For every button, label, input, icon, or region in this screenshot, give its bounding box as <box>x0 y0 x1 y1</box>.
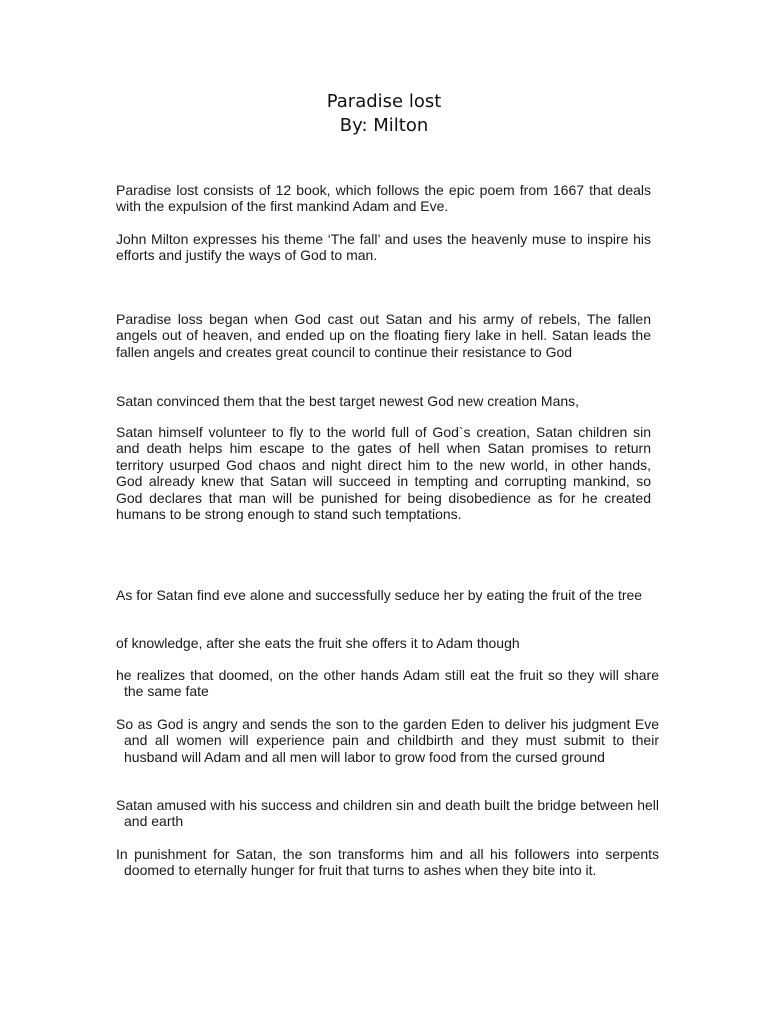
document-title: Paradise lost <box>326 91 442 112</box>
paragraph-bridge: Satan amused with his success and children sin and death built the bridge between hell and earth <box>116 797 659 830</box>
paragraph-seduce-eve: As for Satan find eve alone and successfully seduce her by eating the fruit of the tree <box>116 587 643 603</box>
title-block <box>0 90 768 138</box>
paragraph-adam-eats: he realizes that doomed, on the other hands Adam still eat the fruit so they will share the same fate <box>116 667 659 700</box>
paragraph-theme: John Milton expresses his theme ‘The fall’ and uses the heavenly muse to inspire his efforts and justify the ways of God to man. <box>116 231 651 264</box>
paragraph-judgment: So as God is angry and sends the son to the garden Eden to deliver his judgment Eve and all women will experience pain and childbirth and they must submit to their husband will Adam and all men will labor to grow food from the cursed ground <box>116 716 659 765</box>
paragraph-fall-of-angels: Paradise loss began when God cast out Satan and his army of rebels, The fallen angels out of heaven, and ended up on the floating fiery lake in hell. Satan leads the fallen angels and creates great council to continue their resistance to God <box>116 311 651 360</box>
paragraph-punishment: In punishment for Satan, the son transforms him and all his followers into serpents doomed to eternally hunger for fruit that turns to ashes when they bite into it. <box>116 846 659 879</box>
paragraph-intro: Paradise lost consists of 12 book, which follows the epic poem from 1667 that deals with the expulsion of the first mankind Adam and Eve. <box>116 182 651 215</box>
paragraph-knowledge: of knowledge, after she eats the fruit she offers it to Adam though <box>116 635 520 651</box>
paragraph-satan-volunteers: Satan himself volunteer to fly to the world full of God`s creation, Satan children sin and death helps him escape to the gates of hell when Satan promises to return territory usurped God chaos and night direct him to the new world, in other hands, God already knew that Satan will succeed in tempting and corrupting mankind, so God declares that man will be punished for being disobedience as for he created humans to be strong enough to stand such temptations. <box>116 424 651 523</box>
author-line: By: Milton <box>339 115 429 136</box>
paragraph-target: Satan convinced them that the best target newest God new creation Mans, <box>116 393 580 409</box>
